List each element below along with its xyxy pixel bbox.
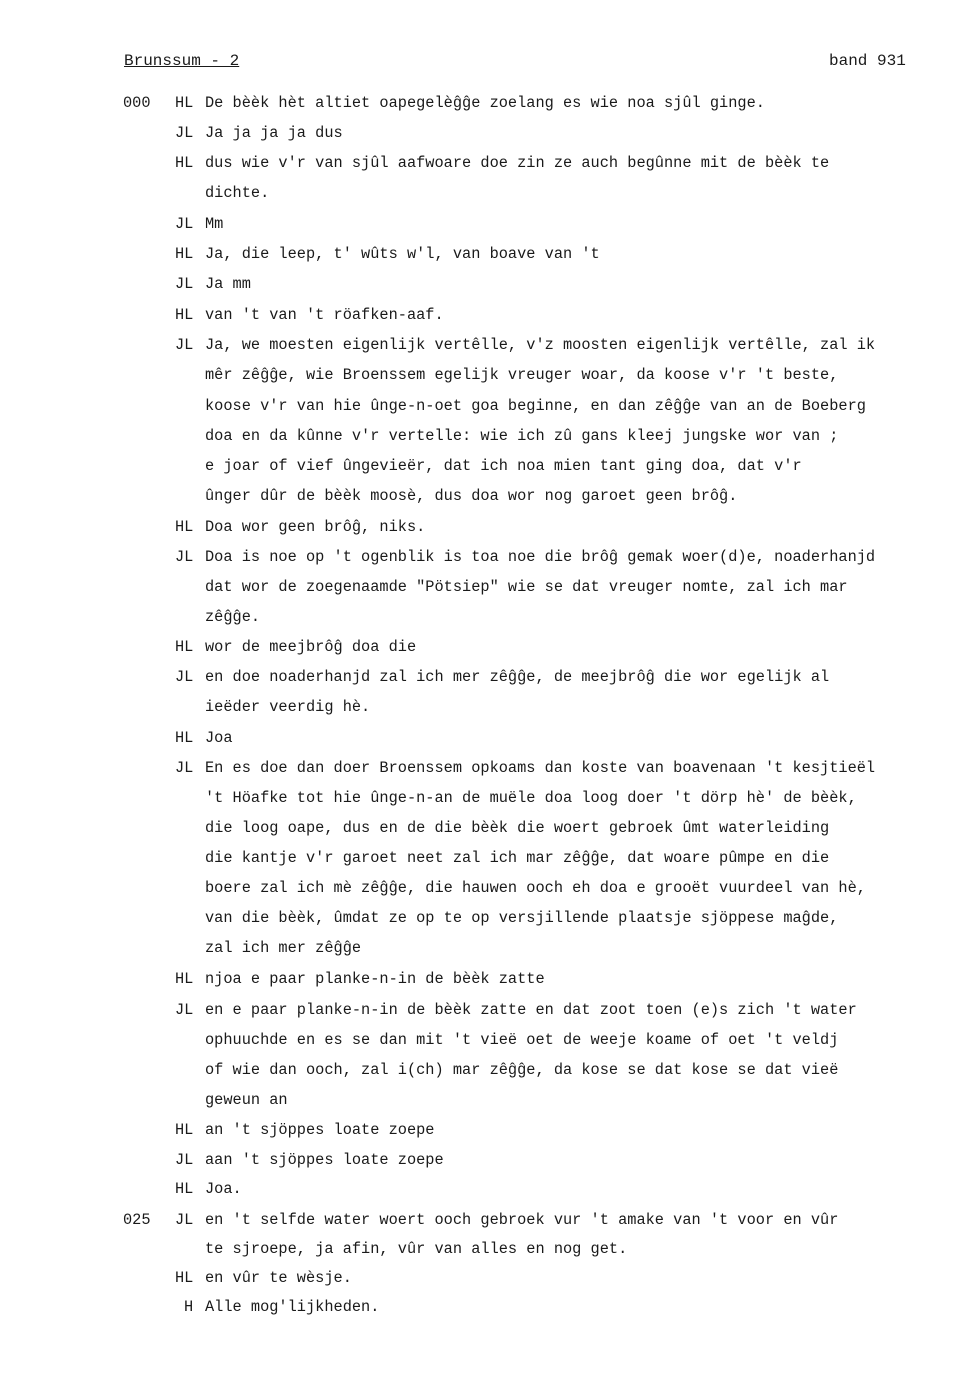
utterance-text: dat wor de zoegenaamde "Pötsiep" wie se dat vreuger nomte, zal ich mar <box>205 578 848 596</box>
utterance-text: En es doe dan doer Broenssem opkoams dan koste van boavenaan 't kesjtieël <box>205 759 876 777</box>
speaker-code: JL <box>175 668 194 686</box>
utterance-text: an 't sjöppes loate zoepe <box>205 1121 435 1139</box>
transcript-line <box>0 636 973 658</box>
transcript-line <box>0 273 973 295</box>
utterance-text: en e paar planke-n-in de bèèk zatte en dat zoot toen (e)s zich 't water <box>205 1001 857 1019</box>
utterance-text: njoa e paar planke-n-in de bèèk zatte <box>205 970 545 988</box>
transcript-line <box>0 576 973 598</box>
utterance-text: wor de meejbrôĝ doa die <box>205 638 417 656</box>
speaker-code: JL <box>175 1211 194 1229</box>
utterance-text: De bèèk hèt altiet oapegelèĝĝe zoelang es wie noa sjûl ginge. <box>205 94 765 112</box>
utterance-text: te sjroepe, ja afin, vûr van alles en nog get. <box>205 1240 628 1258</box>
utterance-text: Doa wor geen brôĝ, niks. <box>205 518 426 536</box>
transcript-line <box>0 425 973 447</box>
transcript-line <box>0 546 973 568</box>
utterance-text: ophuuchde en es se dan mit 't vieë oet de weeje koame of oet 't veldj <box>205 1031 839 1049</box>
utterance-text: en vûr te wèsje. <box>205 1269 352 1287</box>
transcript-line <box>0 817 973 839</box>
transcript-line <box>0 907 973 929</box>
transcript-line <box>0 213 973 235</box>
utterance-text: zêĝĝe. <box>205 608 261 626</box>
speaker-code: HL <box>175 729 194 747</box>
transcript-line <box>0 1059 973 1081</box>
transcript-line <box>0 182 973 204</box>
line-counter: 025 <box>123 1211 151 1229</box>
transcript-line <box>0 847 973 869</box>
transcript-line <box>0 1089 973 1111</box>
speaker-code: JL <box>175 1001 194 1019</box>
utterance-text: of wie dan ooch, zal i(ch) mar zêĝĝe, da kose se dat kose se dat vieë <box>205 1061 839 1079</box>
speaker-code: HL <box>175 638 194 656</box>
utterance-text: Ja, we moesten eigenlijk vertêlle, v'z moosten eigenlijk vertêlle, zal ik <box>205 336 876 354</box>
transcript-line <box>0 787 973 809</box>
utterance-text: dichte. <box>205 184 270 202</box>
utterance-text: 't Höafke tot hie ûnge-n-an de muële doa loog doer 't dörp hè' de bèèk, <box>205 789 857 807</box>
speaker-code: HL <box>175 1269 194 1287</box>
speaker-code: HL <box>175 1180 194 1198</box>
utterance-text: mêr zêĝĝe, wie Broenssem egelijk vreuger woar, da koose v'r 't beste, <box>205 366 839 384</box>
speaker-code: JL <box>175 124 194 142</box>
speaker-code: HL <box>175 245 194 263</box>
speaker-code: JL <box>175 548 194 566</box>
transcript-line <box>0 666 973 688</box>
utterance-text: die loog oape, dus en de die bèèk die woert gebroek ûmt waterleiding <box>205 819 830 837</box>
transcript-line <box>0 304 973 326</box>
utterance-text: geweun an <box>205 1091 288 1109</box>
utterance-text: zal ich mer zêĝĝe <box>205 939 362 957</box>
utterance-text: ieëder veerdig hè. <box>205 698 371 716</box>
speaker-code: H <box>184 1298 194 1316</box>
transcript-line <box>0 727 973 749</box>
transcript-line <box>0 516 973 538</box>
utterance-text: boere zal ich mè zêĝĝe, die hauwen ooch eh doa e grooët vuurdeel van hè, <box>205 879 866 897</box>
transcript-line <box>0 606 973 628</box>
utterance-text: Joa. <box>205 1180 242 1198</box>
transcript-line <box>0 1178 973 1200</box>
transcript-line <box>0 696 973 718</box>
utterance-text: Alle mog'lijkheden. <box>205 1298 380 1316</box>
utterance-text: van 't van 't röafken-aaf. <box>205 306 444 324</box>
transcript-line <box>0 1119 973 1141</box>
transcript-line <box>0 1029 973 1051</box>
utterance-text: en doe noaderhanjd zal ich mer zêĝĝe, de meejbrôĝ die wor egelijk al <box>205 668 830 686</box>
utterance-text: doa en da kûnne v'r vertelle: wie ich zû gans kleej jungske wor van ; <box>205 427 839 445</box>
transcript-line <box>0 877 973 899</box>
transcript-line <box>0 1149 973 1171</box>
transcript-line <box>0 1296 973 1318</box>
header-band: band 931 <box>829 52 906 70</box>
speaker-code: JL <box>175 275 194 293</box>
transcript-line <box>0 243 973 265</box>
utterance-text: Doa is noe op 't ogenblik is toa noe die brôĝ gemak woer(d)e, noaderhanjd <box>205 548 876 566</box>
transcript-line <box>0 395 973 417</box>
utterance-text: Ja ja ja ja dus <box>205 124 343 142</box>
transcript-line <box>0 1238 973 1260</box>
utterance-text: dus wie v'r van sjûl aafwoare doe zin ze auch begûnne mit de bèèk te <box>205 154 830 172</box>
speaker-code: HL <box>175 518 194 536</box>
utterance-text: die kantje v'r garoet neet zal ich mar zêĝĝe, dat woare pûmpe en die <box>205 849 830 867</box>
utterance-text: Ja, die leep, t' wûts w'l, van boave van 't <box>205 245 600 263</box>
speaker-code: HL <box>175 306 194 324</box>
speaker-code: HL <box>175 94 194 112</box>
utterance-text: Ja mm <box>205 275 251 293</box>
utterance-text: aan 't sjöppes loate zoepe <box>205 1151 444 1169</box>
utterance-text: koose v'r van hie ûnge-n-oet goa beginne, en dan zêĝĝe van an de Boeberg <box>205 397 866 415</box>
transcript-line <box>0 92 973 114</box>
speaker-code: JL <box>175 215 194 233</box>
speaker-code: JL <box>175 759 194 777</box>
transcript-line <box>0 1209 973 1231</box>
speaker-code: HL <box>175 970 194 988</box>
speaker-code: HL <box>175 1121 194 1139</box>
transcript-line <box>0 152 973 174</box>
speaker-code: HL <box>175 154 194 172</box>
utterance-text: Joa <box>205 729 233 747</box>
speaker-code: JL <box>175 336 194 354</box>
transcript-line <box>0 334 973 356</box>
utterance-text: Mm <box>205 215 224 233</box>
utterance-text: en 't selfde water woert ooch gebroek vur 't amake van 't voor en vûr <box>205 1211 839 1229</box>
utterance-text: e joar of vief ûngevieër, dat ich noa mien tant ging doa, dat v'r <box>205 457 802 475</box>
transcript-line <box>0 999 973 1021</box>
utterance-text: van die bèèk, ûmdat ze op te op versjillende plaatsje sjöppese maĝde, <box>205 909 839 927</box>
transcript-line <box>0 968 973 990</box>
transcript-line <box>0 937 973 959</box>
transcript-line <box>0 757 973 779</box>
speaker-code: JL <box>175 1151 194 1169</box>
transcript-line <box>0 455 973 477</box>
utterance-text: ûnger dûr de bèèk moosè, dus doa wor nog garoet geen brôĝ. <box>205 487 738 505</box>
transcript-line <box>0 364 973 386</box>
transcript-line <box>0 485 973 507</box>
transcript-line <box>0 1267 973 1289</box>
header-place: Brunssum - 2 <box>124 52 240 70</box>
transcript-line <box>0 122 973 144</box>
line-counter: 000 <box>123 94 151 112</box>
